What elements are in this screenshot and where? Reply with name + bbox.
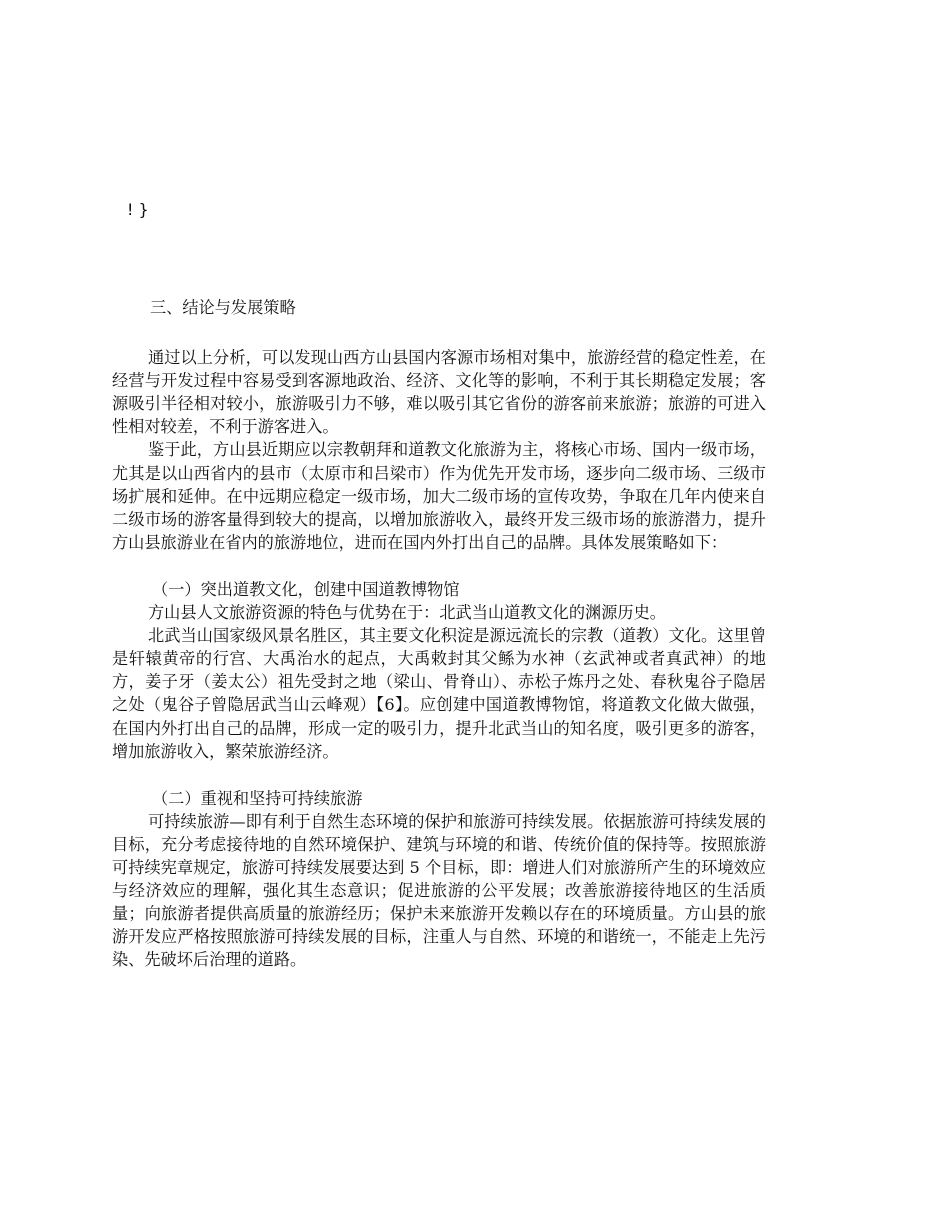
- paragraph: 鉴于此，方山县近期应以宗教朝拜和道教文化旅游为主，将核心市场、国内一级市场，尤其是以山西省内的县市（太原市和吕梁市）作为优先开发市场，逐步向二级市场、三级市场扩展和延伸。在中远期应稳定一级市场，加大二级市场的宣传攻势，争取在几年内使来自二级市场的游客量得到较大的提高，以增加旅游收入，最终开发三级市场的旅游潜力，提升方山县旅游业在省内的旅游地位，进而在国内外打出自己的品牌。具体发展策略如下：: [112, 440, 766, 552]
- paragraph: 方山县人文旅游资源的特色与优势在于：北武当山道教文化的渊源历史。: [148, 603, 666, 623]
- paragraph: 可持续旅游—即有利于自然生态环境的保护和旅游可持续发展。依据旅游可持续发展的目标，充分考虑接待地的自然环境保护、建筑与环境的和谐、传统价值的保持等。按照旅游可持续宪章规定，旅游可持续发展要达到 5 个目标，即：增进人们对旅游所产生的环境效应与经济效应的理解，强化其生态意识；促进旅游的公平发展；改善旅游接待地区的生活质量；向旅游者提供高质量的旅游经历；保护未来旅游开发赖以存在的环境质量。方山县的旅游开发应严格按照旅游可持续发展的目标，注重人与自然、环境的和谐统一，不能走上先污染、先破坏后治理的道路。: [112, 811, 766, 970]
- section-heading: 三、结论与发展策略: [150, 298, 296, 317]
- paragraph: 北武当山国家级风景名胜区，其主要文化积淀是源远流长的宗教（道教）文化。这里曾是轩辕黄帝的行宫、大禹治水的起点，大禹敕封其父鲧为水神（玄武神或者真武神）的地方，姜子牙（姜太公）祖先受封之地（梁山、骨脊山）、赤松子炼丹之处、春秋鬼谷子隐居之处（鬼谷子曾隐居武当山云峰观）【6】。应创建中国道教博物馆，将道教文化做大做强，在国内外打出自己的品牌，形成一定的吸引力，提升北武当山的知名度，吸引更多的游客，增加旅游收入，繁荣旅游经济。: [112, 626, 766, 761]
- subsection-heading: （一）突出道教文化，创建中国道教博物馆: [152, 579, 460, 599]
- stray-mark: ! }: [127, 200, 149, 219]
- paragraph: 通过以上分析，可以发现山西方山县国内客源市场相对集中，旅游经营的稳定性差，在经营与开发过程中容易受到客源地政治、经济、文化等的影响，不利于其长期稳定发展；客源吸引半径相对较小，旅游吸引力不够，难以吸引其它省份的游客前来旅游；旅游的可进入性相对较差，不利于游客进入。: [112, 348, 766, 437]
- document-body: [112, 296, 766, 971]
- subsection-heading: （二）重视和坚持可持续旅游: [152, 788, 363, 808]
